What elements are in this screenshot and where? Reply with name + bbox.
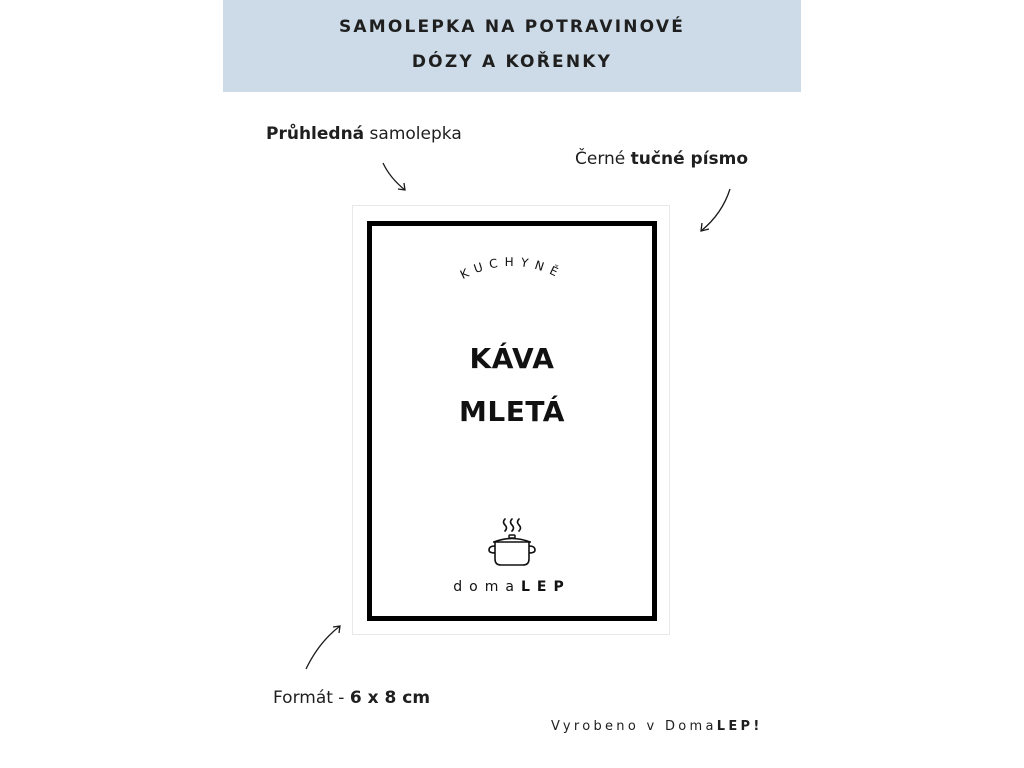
arrow-icon: [696, 186, 736, 236]
note-format-size: [273, 688, 430, 708]
note-font-rest: Černé: [575, 149, 631, 169]
note-transparent-rest: samolepka: [364, 124, 462, 144]
sticker-brand-logo: [367, 579, 657, 595]
cooking-pot-icon: [485, 515, 539, 569]
sticker-brand-bold: LEP: [520, 579, 571, 595]
page-header: [223, 0, 801, 92]
footer-prefix: Vyrobeno v Doma: [551, 719, 717, 734]
note-transparent-bold: Průhledná: [266, 124, 365, 144]
note-font-bold: tučné písmo: [630, 149, 749, 169]
sticker-category-arc: [437, 248, 587, 298]
note-black-bold-font: [575, 149, 748, 169]
arrow-icon: [303, 622, 345, 672]
header-title-line-1: SAMOLEPKA NA POTRAVINOVÉ: [338, 17, 686, 37]
note-format-bold: 6 x 8 cm: [349, 688, 431, 708]
header-title-line-2: DÓZY A KOŘENKY: [411, 52, 613, 72]
sticker-brand-light: doma: [453, 579, 521, 595]
footer-brand-bold: LEP!: [716, 719, 763, 734]
sticker-title-line-1: KÁVA: [469, 342, 555, 375]
note-transparent-sticker: [266, 124, 462, 144]
sticker-category-label: KUCHYNĚ: [457, 254, 567, 282]
footer-made-in: [551, 719, 763, 734]
sticker-title-line-2: MLETÁ: [459, 395, 565, 428]
note-format-rest: Formát -: [273, 688, 350, 708]
svg-text:KUCHYNĚ: [458, 255, 567, 282]
arrow-icon: [380, 160, 410, 194]
